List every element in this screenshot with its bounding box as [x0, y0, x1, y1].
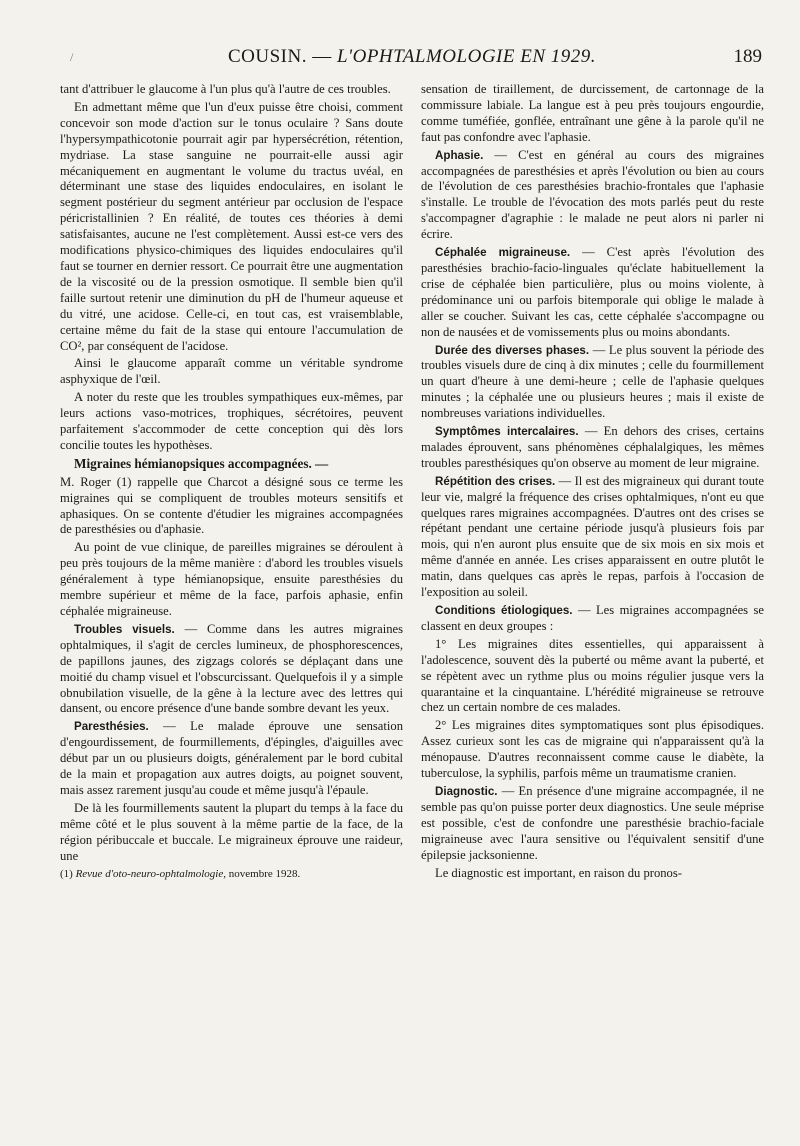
paragraph: Le diagnostic est important, en raison du pronos- — [435, 865, 682, 880]
paragraph: A noter du reste que les troubles sympathiques eux-mêmes, par leurs actions vaso-motrices, trophiques, sécrétoires, peuvent parfaitement s'accommoder de cette conception qui dès lors concilie toutes les hypothèses. — [60, 390, 403, 452]
paragraph — [421, 424, 764, 472]
run-in-heading: Diagnostic. — [435, 784, 498, 798]
two-column-body — [60, 82, 764, 884]
paragraph — [421, 784, 764, 864]
running-title — [60, 46, 764, 68]
run-in-heading: Répétition des crises. — [435, 474, 556, 488]
paragraph-text: — Les migraines accompagnées se classent en deux groupes : — [421, 603, 764, 633]
paragraph-text: — C'est en général au cours des migraines accompagnées de paresthésies et après l'évolution ou bien au cours de l'évolution de ces paresthésies brachio-frontales que l'aphasie s'installe. Le trouble de l'évocation des mots parlés peut du reste s'accompagner d'agraphie : le malade ne peut alors ni parler ni écrire. — [421, 147, 764, 242]
run-in-heading: Symptômes intercalaires. — [435, 425, 579, 439]
paragraph — [421, 343, 764, 423]
footnote-number: (1) — [60, 867, 76, 880]
run-in-heading: Aphasie. — [435, 148, 484, 162]
paragraph: De là les fourmillements sautent la plupart du temps à la face du même côté et le plus souvent à la même partie de la face, de la région péribuccale et buccale. Le migraineux éprouve une raideur, une — [60, 800, 403, 863]
paragraph-text: — En présence d'une migraine accompagnée, il ne semble pas qu'on puisse porter deux diagnostics. Une seule méprise est possible, c'est de confondre une paresthésie brachio-faciale migraineuse avec l'aura sensitive ou l'équivalent sensitif d'une épilepsie jacksonienne. — [421, 783, 764, 862]
header-title: L'OPHTALMOLOGIE EN 1929. — [336, 46, 596, 67]
paragraph-text: — Il est des migraineux qui durant toute leur vie, malgré la fréquence des crises ophtalmiques, n'ont eu que quelques rares migraines accompagnées. D'autres ont des crises se répétant pendant une certaine période jusqu'à plusieurs fois par mois, qui n'en auront plus ensuite que de six mois en six mois et même d'année en année. Les crises apparaissent en outre plutôt le matin, dans quelques cas après le repas, parfois à l'occasion de l'exposition au soleil. — [421, 473, 764, 600]
run-in-heading: Troubles visuels. — [74, 622, 175, 636]
paragraph-text: — Comme dans les autres migraines ophtalmiques, il s'agit de cercles lumineux, de phosphorescences, de papillons jaunes, des zigzags colorés se déplaçant dans une moitié du champ visuel et l'obscurcissant. Quelquefois il y a simple obnubilation visuelle, de la gêne à la lecture avec des lettres qui dansent, ou encore présence d'une bande sombre devant les yeux. — [60, 621, 404, 716]
paragraph — [60, 719, 403, 799]
running-header — [60, 40, 764, 74]
paragraph: Au point de vue clinique, de pareilles migraines se déroulent à peu près toujours de la même manière : d'abord les troubles visuels généralement à type hémianopsique, ensuite paresthésies du membre supérieur et même de la face, parfois aphasie, enfin céphalée migraineuse. — [60, 540, 403, 618]
paragraph: 1° Les migraines dites essentielles, qui apparaissent à l'adolescence, souvent dès la puberté ou même avant la puberté, et se répètent avec un rythme plus ou moins régulier jusque vers la quarantaine et la cinquantaine. L'hérédité migraineuse se retrouve chez un certain nombre de ces malades. — [421, 636, 764, 715]
left-column — [60, 82, 403, 884]
run-in-heading: Céphalée migraineuse. — [435, 246, 571, 260]
paragraph — [421, 474, 764, 601]
paragraph — [421, 245, 764, 340]
paragraph: Ainsi le glaucome apparaît comme un véritable syndrome asphyxique de l'œil. — [60, 356, 403, 387]
footnote-source: Revue d'oto-neuro-ophtalmologie, — [75, 867, 226, 880]
paragraph-text: — Le plus souvent la période des troubles visuels dure de cinq à dix minutes ; celle du fourmillement un quart d'heure à une demi-heure ; celle de l'aphasie quelques minutes ; la céphalée une ou plusieurs heures ; mais il existe de nombreuses variations individuelles. — [421, 342, 764, 421]
paragraph: 2° Les migraines dites symptomatiques sont plus épisodiques. Assez curieux sont les cas de migraine qui n'apparaissent qu'à la ménopause. D'autres reconnaissent comme cause le diabète, la tuberculose, la syphilis, parfois même un traumatisme cranien. — [421, 718, 764, 781]
paragraph — [421, 603, 764, 635]
margin-mark: / — [70, 50, 74, 64]
page-number: 189 — [733, 46, 762, 67]
paragraph — [421, 148, 764, 243]
right-column — [421, 82, 764, 884]
paragraph-text: — En dehors des crises, certains malades éprouvent, sans phénomènes céphalalgiques, les mêmes troubles paresthésiques qu'on observe au moment de leur migraine. — [421, 424, 764, 470]
paragraph: M. Roger (1) rappelle que Charcot a désigné sous ce terme les migraines qui se compliquent de troubles moteurs sensitifs et aphasiques. On se contente d'étudier les migraines accompagnées de paresthésies ou d'aphasie. — [60, 474, 403, 537]
run-in-heading: Conditions étiologiques. — [435, 604, 573, 617]
section-heading — [60, 456, 403, 473]
paragraph-text: — C'est après l'évolution des paresthésies brachio-facio-linguales qu'éclate habituellement la crise de céphalée bien particulière, plus ou moins violente, à prédominance uni ou parfois bitemporale qui oblige le malade à aller se coucher. Suivant les cas, cette céphalée s'accompagne ou non de nausées et de vomissements plus ou moins abondants. — [421, 245, 764, 339]
paragraph: tant d'attribuer le glaucome à l'un plus qu'à l'autre de ces troubles. — [60, 82, 391, 96]
run-in-heading: Durée des diverses phases. — [435, 343, 590, 357]
footnote — [60, 867, 403, 883]
run-in-heading: Paresthésies. — [74, 720, 149, 734]
paragraph: sensation de tiraillement, de durcissement, de cartonnage de la commissure labiale. La langue est à peu près toujours engourdie, comme tuméfiée, gonflée, entraînant une gêne à la parole qu'il ne faut pas confondre avec l'aphasie. — [421, 82, 764, 144]
footnote-date: novembre 1928. — [226, 867, 301, 880]
paragraph — [60, 622, 403, 717]
paragraph: En admettant même que l'un d'eux puisse être choisi, comment concevoir son mode d'action sur le tonus oculaire ? Sans doute l'hypersympathicotonie pourrait agir par hypersécrétion, rétention, mydriase. La stase sanguine ne pourrait-elle aussi agir mécaniquement en augmentant le volume du tractus uvéal, en déterminant une stase des liquides endoculaires, en isolant le segment postérieur du segment antérieur par occlusion de l'espace péricristallinien ? En réalité, de toutes ces théories à demi satisfaisantes, aucune ne l'est complètement. Aussi est-ce vers des modifications physico-chimiques des liquides endoculaires qu'il faut se tourner en dernier ressort. Ce pourrait être une augmentation de la viscosité ou de la pression osmotique. Il semble bien qu'il faille surtout retenir une diminution du pH de l'humeur aqueuse et du vitré, une acidose. Celle-ci, en tout cas, est vraisemblable, certaine même du fait de la stase qui entoure l'accumulation de CO², par conséquent de l'acidose. — [60, 99, 403, 353]
header-author: COUSIN. — — [227, 46, 332, 67]
heading-text: Migraines hémianopsiques accompagnées. — — [74, 455, 329, 471]
paragraph-text: — Le malade éprouve une sensation d'engourdissement, de fourmillements, d'épingles, d'aiguilles avec début par un ou plusieurs doigts, généralement par le bord cubital de la main et propagation aux autres doigts, au poignet souvent, mais assez rarement jusqu'au coude et même jusqu'à l'épaule. — [60, 719, 403, 797]
